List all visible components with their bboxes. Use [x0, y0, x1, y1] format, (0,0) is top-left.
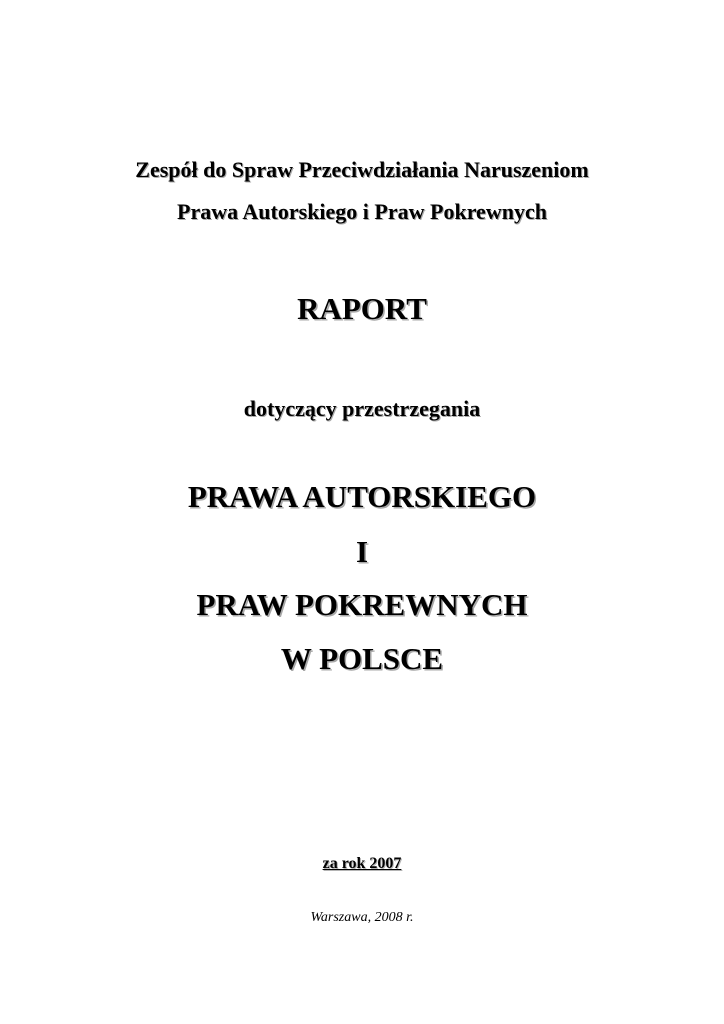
report-title-line-3: PRAW POKREWNYCH	[196, 587, 528, 622]
report-title-line-4: W POLSCE	[280, 641, 444, 676]
report-title-line-1: PRAWA AUTORSKIEGO	[187, 479, 537, 514]
report-period: za rok 2007	[322, 855, 402, 872]
report-title-line-2: I	[355, 534, 369, 569]
organization-name-line-1: Zespół do Spraw Przeciwdziałania Naruszeniom	[135, 157, 589, 182]
organization-name-line-2: Prawa Autorskiego i Praw Pokrewnych	[177, 199, 547, 224]
place-and-date: Warszawa, 2008 r.	[310, 910, 414, 925]
report-subheading: dotyczący przestrzegania	[243, 396, 481, 421]
report-heading: RAPORT	[297, 291, 427, 326]
